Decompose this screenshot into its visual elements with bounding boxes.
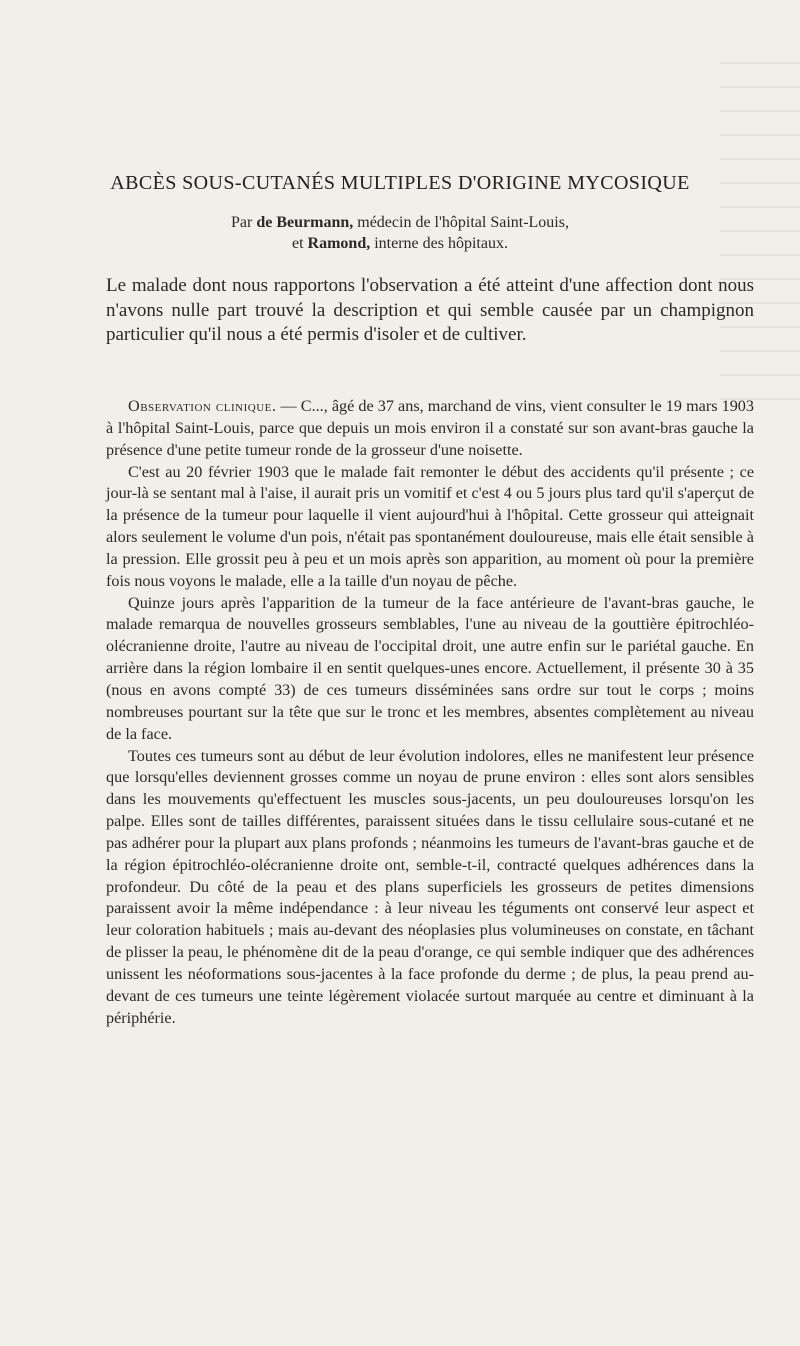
author-2-role: interne des hôpitaux.	[374, 235, 508, 252]
observation-label: Observation clinique.	[128, 397, 277, 415]
paragraph-observation	[106, 396, 754, 462]
byline-prefix: Par	[231, 214, 253, 231]
author-1-name: de Beurmann,	[256, 214, 354, 231]
paragraph: Quinze jours après l'apparition de la tumeur de la face antérieure de l'avant-bras gauche, le malade remarqua de nouvelles grosseurs semblables, l'une au niveau de la gouttière épitrochléo-olécranienne droite, l'autre au niveau de l'occipital droit, une autre enfin sur le pariétal gauche. En arrière dans la région lombaire il en sentit quelques-unes encore. Actuellement, il présente 30 à 35 (nous en avons compté 33) de ces tumeurs disséminées sans ordre sur tout le corps ; moins nombreuses pourtant sur la tête que sur le tronc et les membres, absentes complètement au niveau de la face.	[106, 593, 754, 743]
author-1-role: médecin de l'hôpital Saint-Louis,	[357, 214, 569, 231]
paragraph-text: — C..., âgé de 37 ans, marchand de vins, vient consulter le 19 mars 1903 à l'hôpital Saint-Louis, parce que depuis un mois environ il a constaté sur son avant-bras gauche la présence d'une petite tumeur ronde de la grosseur d'une noisette.	[106, 397, 754, 459]
paragraph: C'est au 20 février 1903 que le malade fait remonter le début des accidents qu'il présente ; ce jour-là se sentant mal à l'aise, il aurait pris un vomitif et c'est 4 ou 5 jours plus tard qu'il s'aperçut de la présence de la tumeur pour laquelle il vient aujourd'hui à l'hôpital. Cette grosseur qui atteignait alors seulement le volume d'un pois, n'était pas spontanément douloureuse, mais elle était sensible à la pression. Elle grossit peu à peu et un mois après son apparition, au moment où pour la première fois nous voyons le malade, elle a la taille d'un noyau de pêche.	[106, 462, 754, 590]
author-2-name: Ramond,	[307, 235, 371, 252]
article-title: ABCÈS SOUS-CUTANÉS MULTIPLES D'ORIGINE MYCOSIQUE	[110, 172, 690, 194]
byline-line-1	[0, 212, 800, 233]
intro-paragraph: Le malade dont nous rapportons l'observation a été atteint d'une affection dont nous n'avons nulle part trouvé la description et qui semble causée par un champignon particulier qu'il nous a été permis d'isoler et de cultiver.	[106, 275, 754, 345]
paragraph: Toutes ces tumeurs sont au début de leur évolution indolores, elles ne manifestent leur présence que lorsqu'elles deviennent grosses comme un noyau de prune environ : elles sont alors sensibles dans les mouvements qu'effectuent les muscles sous-jacents, un peu douloureuses lorsqu'on les palpe. Elles sont de tailles différentes, paraissent situées dans le tissu cellulaire sous-cutané et ne pas adhérer pour la plupart aux plans profonds ; néanmoins les tumeurs de l'avant-bras gauche et de la région épitrochléo-olécranienne droite ont, semble-t-il, contracté quelques adhérences dans la profondeur. Du côté de la peau et des plans superficiels les grosseurs de petites dimensions paraissent avoir la même indépendance : à leur niveau les téguments ont conservé leur aspect et leur coloration habituels ; mais au-devant des néoplasies plus volumineuses on constate, en tâchant de plisser la peau, le phénomène dit de la peau d'orange, ce qui semble indiquer que des adhérences unissent les néoformations sous-jacentes à la face profonde du derme ; de plus, la peau prend au-devant de ces tumeurs une teinte légèrement violacée surtout marquée au centre et diminuant à la périphérie.	[106, 746, 754, 1027]
article-body	[106, 396, 754, 1029]
byline-line-2	[0, 233, 800, 254]
byline-conjunction: et	[292, 235, 304, 252]
